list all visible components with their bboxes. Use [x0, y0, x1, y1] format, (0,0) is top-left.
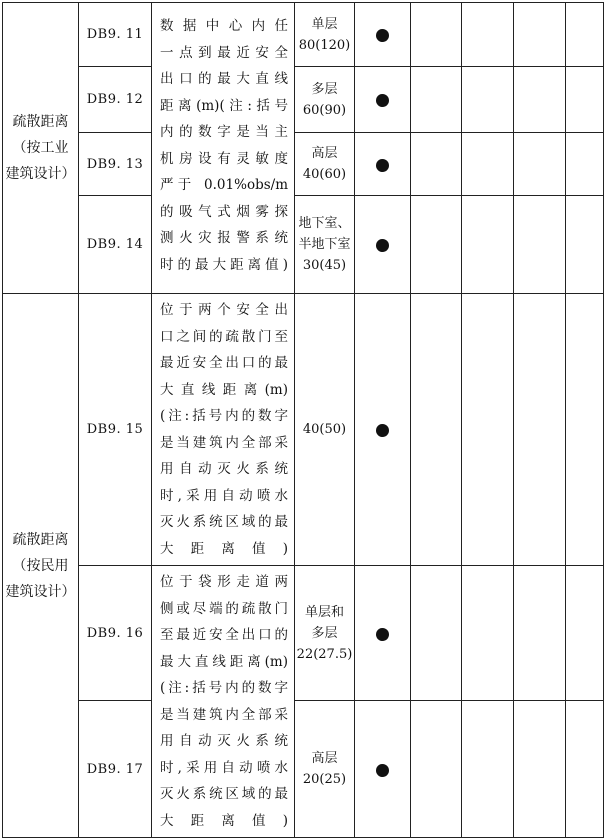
- empty-cell: [566, 294, 604, 566]
- code-cell: DB9. 16: [79, 566, 152, 701]
- code-cell: DB9. 15: [79, 294, 152, 566]
- filled-dot-icon: [376, 29, 389, 42]
- empty-cell: [566, 566, 604, 701]
- mark-cell: [355, 3, 411, 67]
- empty-cell: [514, 701, 566, 838]
- empty-cell: [462, 3, 514, 67]
- empty-cell: [411, 294, 462, 566]
- empty-cell: [462, 196, 514, 294]
- mark-cell: [355, 196, 411, 294]
- empty-cell: [514, 196, 566, 294]
- empty-cell: [411, 133, 462, 196]
- table-row: [3, 133, 604, 196]
- table-row: [3, 67, 604, 133]
- filled-dot-icon: [376, 764, 389, 777]
- empty-cell: [411, 701, 462, 838]
- value-cell: 高层 40(60): [295, 133, 355, 196]
- mark-cell: [355, 294, 411, 566]
- empty-cell: [566, 67, 604, 133]
- value-cell: 单层 80(120): [295, 3, 355, 67]
- filled-dot-icon: [376, 239, 389, 252]
- mark-cell: [355, 566, 411, 701]
- value-cell: 40(50): [295, 294, 355, 566]
- code-cell: DB9. 12: [79, 67, 152, 133]
- value-cell: 高层 20(25): [295, 701, 355, 838]
- empty-cell: [411, 566, 462, 701]
- category-cell: 疏散距离 （按工业 建筑设计）: [3, 3, 79, 294]
- empty-cell: [411, 3, 462, 67]
- filled-dot-icon: [376, 159, 389, 172]
- code-cell: DB9. 13: [79, 133, 152, 196]
- empty-cell: [462, 701, 514, 838]
- table-row: [3, 566, 604, 701]
- empty-cell: [566, 133, 604, 196]
- empty-cell: [514, 3, 566, 67]
- empty-cell: [514, 294, 566, 566]
- empty-cell: [462, 294, 514, 566]
- value-cell: 地下室、 半地下室 30(45): [295, 196, 355, 294]
- spec-table: [2, 2, 604, 838]
- filled-dot-icon: [376, 628, 389, 641]
- mark-cell: [355, 67, 411, 133]
- empty-cell: [462, 566, 514, 701]
- table-row: [3, 701, 604, 838]
- description-cell: 位于袋形走道两 侧或尽端的疏散门 至最近安全出口的 最大直线距离(m) (注:括号内的数字 是当建筑内全部采 用自动灭火系统 时,采用自动喷水 灭火系统区域的最 大距离值): [152, 566, 295, 838]
- mark-cell: [355, 133, 411, 196]
- empty-cell: [566, 701, 604, 838]
- empty-cell: [566, 3, 604, 67]
- empty-cell: [411, 196, 462, 294]
- code-cell: DB9. 14: [79, 196, 152, 294]
- filled-dot-icon: [376, 424, 389, 437]
- code-cell: DB9. 11: [79, 3, 152, 67]
- table-row: [3, 196, 604, 294]
- empty-cell: [462, 67, 514, 133]
- code-cell: DB9. 17: [79, 701, 152, 838]
- empty-cell: [462, 133, 514, 196]
- empty-cell: [514, 67, 566, 133]
- table-row: [3, 3, 604, 67]
- table-row: [3, 294, 604, 566]
- category-cell: 疏散距离 （按民用 建筑设计）: [3, 294, 79, 838]
- value-cell: 单层和 多层 22(27.5): [295, 566, 355, 701]
- mark-cell: [355, 701, 411, 838]
- empty-cell: [566, 196, 604, 294]
- description-cell: 位于两个安全出 口之间的疏散门至 最近安全出口的最 大直线距离(m) (注:括号内的数字 是当建筑内全部采 用自动灭火系统 时,采用自动喷水 灭火系统区域的最 大距离值): [152, 294, 295, 566]
- empty-cell: [514, 133, 566, 196]
- description-cell: 数据中心内任 一点到最近安全 出口的最大直线 距离(m)(注:括号 内的数字是当主 机房设有灵敏度 严于 0.01%obs/m 的吸气式烟雾探 测火灾报警系统 时的最大距离值): [152, 3, 295, 294]
- filled-dot-icon: [376, 94, 389, 107]
- empty-cell: [411, 67, 462, 133]
- empty-cell: [514, 566, 566, 701]
- value-cell: 多层 60(90): [295, 67, 355, 133]
